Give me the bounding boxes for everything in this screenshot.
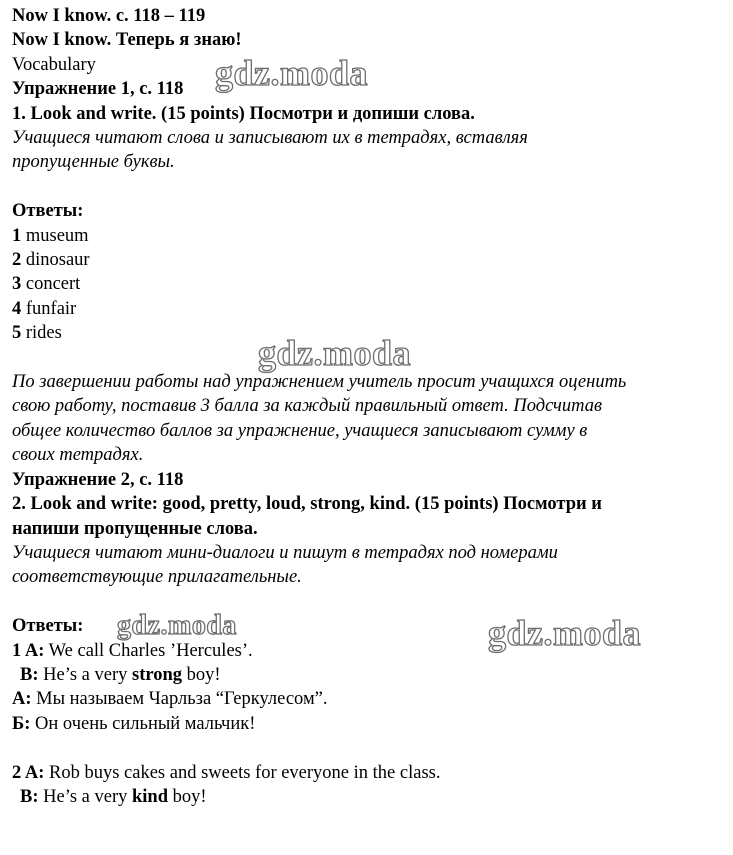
dialogue2-line-b — [12, 785, 724, 809]
exercise1-answers-label: Ответы: — [12, 201, 84, 222]
exercise1-note-line1: По завершении работы над упражнением учитель просит учащихся оценить — [12, 372, 627, 393]
answer-number: 3 — [12, 274, 22, 295]
exercise1-task: 1. Look and write. (15 points) Посмотри и допиши слова. — [12, 103, 475, 124]
watermark-logo: gdz.moda — [488, 613, 642, 653]
dialogue1-line-b — [12, 663, 724, 687]
answer-word: funfair — [25, 298, 77, 319]
answer-word: museum — [25, 225, 89, 246]
answer-word: rides — [25, 323, 62, 344]
watermark-logo: gdz.moda — [117, 610, 237, 641]
answer-item — [12, 224, 724, 248]
exercise1-description-line2: пропущенные буквы. — [12, 152, 175, 173]
exercise1-note-line2: свою работу, поставив 3 балла за каждый правильный ответ. Подсчитав — [12, 396, 602, 417]
answer-word: concert — [25, 274, 81, 295]
speaker-label: Б: — [12, 713, 31, 734]
speaker-label: B: — [20, 664, 39, 685]
exercise2-answers-label: Ответы: — [12, 616, 84, 637]
dialogue-text: boy! — [182, 664, 221, 685]
dialogue-text: Мы называем Чарльза “Геркулесом”. — [31, 689, 328, 710]
exercise2-heading: Упражнение 2, с. 118 — [12, 469, 184, 490]
exercise2-description-line1: Учащиеся читают мини-диалоги и пишут в тетрадях под номерами — [12, 542, 558, 563]
answer-item — [12, 272, 724, 296]
exercise2-task-line2: напиши пропущенные слова. — [12, 518, 258, 539]
page-title: Now I know. с. 118 – 119 — [12, 6, 206, 26]
dialogue-text: He’s a very — [38, 664, 132, 685]
watermark-logo: gdz.moda — [215, 53, 369, 93]
answer-word: strong — [132, 664, 183, 685]
answer-number: 2 — [12, 250, 22, 271]
speaker-label: B: — [20, 786, 39, 807]
answer-number: 4 — [12, 298, 22, 319]
exercise1-description-line1: Учащиеся читают слова и записывают их в тетрадях, вставляя — [12, 128, 528, 149]
exercise1-heading: Упражнение 1, с. 118 — [12, 79, 184, 100]
spacer — [12, 736, 724, 760]
answer-number: 5 — [12, 323, 22, 344]
speaker-label: 2 A: — [12, 762, 45, 783]
page-subtitle: Now I know. Теперь я знаю! — [12, 30, 242, 51]
dialogue-text: We call Charles ’Hercules’. — [44, 640, 253, 661]
dialogue-text: boy! — [168, 786, 207, 807]
answer-word: kind — [132, 786, 169, 807]
exercise1-note-line4: своих тетрадях. — [12, 445, 144, 466]
spacer — [12, 175, 724, 199]
document-page — [12, 4, 724, 809]
answer-word: dinosaur — [25, 250, 90, 271]
exercise1-note-line3: общее количество баллов за упражнение, учащиеся записывают сумму в — [12, 420, 588, 441]
speaker-label: 1 A: — [12, 640, 45, 661]
dialogue-text: Он очень сильный мальчик! — [30, 713, 256, 734]
dialogue1-translation-b — [12, 712, 724, 736]
answer-item — [12, 297, 724, 321]
speaker-label: А: — [12, 689, 32, 710]
dialogue2-line-a — [12, 761, 724, 785]
dialogue-text: He’s a very — [38, 786, 132, 807]
section-label: Vocabulary — [12, 54, 96, 75]
answer-number: 1 — [12, 225, 22, 246]
exercise2-description-line2: соответствующие прилагательные. — [12, 567, 302, 588]
dialogue-text: Rob buys cakes and sweets for everyone in the class. — [44, 762, 441, 783]
dialogue1-translation-a — [12, 687, 724, 711]
watermark-logo: gdz.moda — [258, 333, 412, 373]
answer-item — [12, 248, 724, 272]
exercise2-task-line1: 2. Look and write: good, pretty, loud, strong, kind. (15 points) Посмотри и — [12, 494, 602, 515]
